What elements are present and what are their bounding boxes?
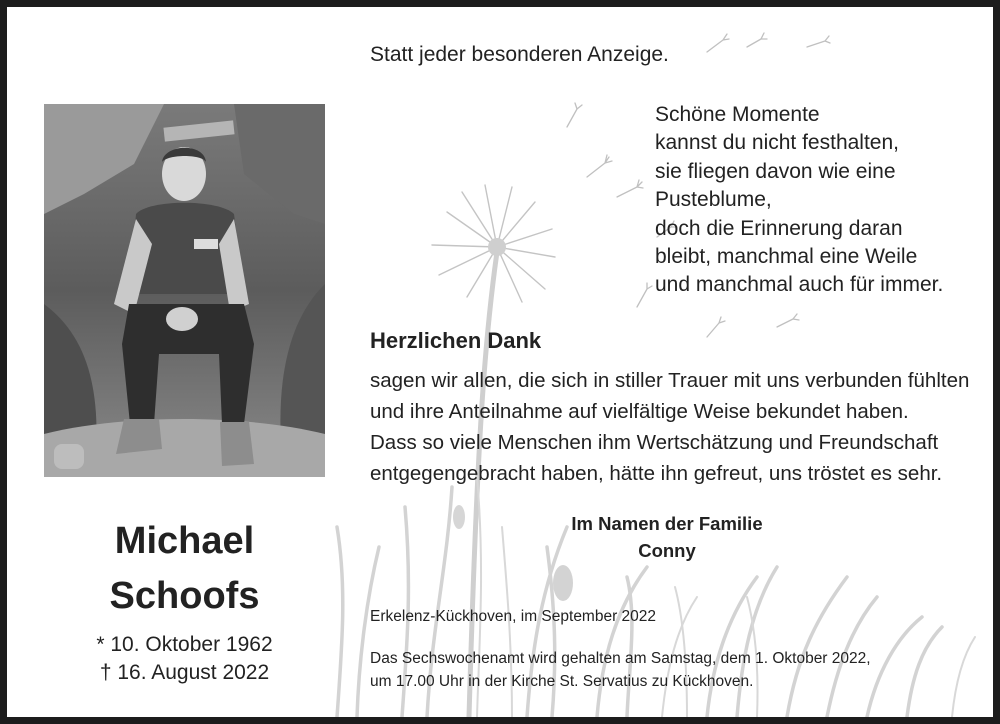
service-note-line: um 17.00 Uhr in der Kirche St. Servatius zu Kückhoven. (370, 673, 754, 690)
signature-line-family: Im Namen der Familie (571, 513, 763, 534)
service-note (370, 647, 871, 693)
poem-line: und manchmal auch für immer. (655, 273, 944, 297)
first-name: Michael (114, 520, 255, 562)
poem-line: doch die Erinnerung daran (655, 216, 903, 240)
intro-line: Statt jeder besonderen Anzeige. (370, 43, 669, 66)
body-line: Dass so viele Menschen ihm Wertschätzung und Freundschaft (370, 431, 939, 454)
place-date: Erkelenz-Kückhoven, im September 2022 (370, 608, 657, 625)
service-note-line: Das Sechswochenamt wird gehalten am Samstag, dem 1. Oktober 2022, (370, 650, 871, 667)
body-line: sagen wir allen, die sich in stiller Trauer mit uns verbunden fühlten (370, 369, 970, 392)
last-name: Schoofs (109, 575, 260, 617)
poem-line: Schöne Momente (655, 103, 820, 126)
poem-line: kannst du nicht festhalten, (655, 131, 899, 155)
portrait-photo (44, 104, 325, 477)
signature (527, 510, 807, 564)
poem-line: Pusteblume, (655, 188, 772, 212)
birth-date: * 10. Oktober 1962 (96, 633, 273, 656)
death-date: † 16. August 2022 (99, 661, 270, 684)
poem-line: sie fliegen davon wie eine (655, 159, 896, 183)
poem-line: bleibt, manchmal eine Weile (655, 245, 918, 269)
body-line: entgegengebracht haben, hätte ihn gefreut, uns tröstet es sehr. (370, 462, 943, 485)
body-line: und ihre Anteilnahme auf vielfältige Weise bekundet haben. (370, 400, 909, 423)
signature-line-name: Conny (638, 540, 696, 561)
poem (655, 101, 943, 300)
thanks-body (370, 365, 969, 489)
thanks-heading: Herzlichen Dank (370, 328, 542, 353)
